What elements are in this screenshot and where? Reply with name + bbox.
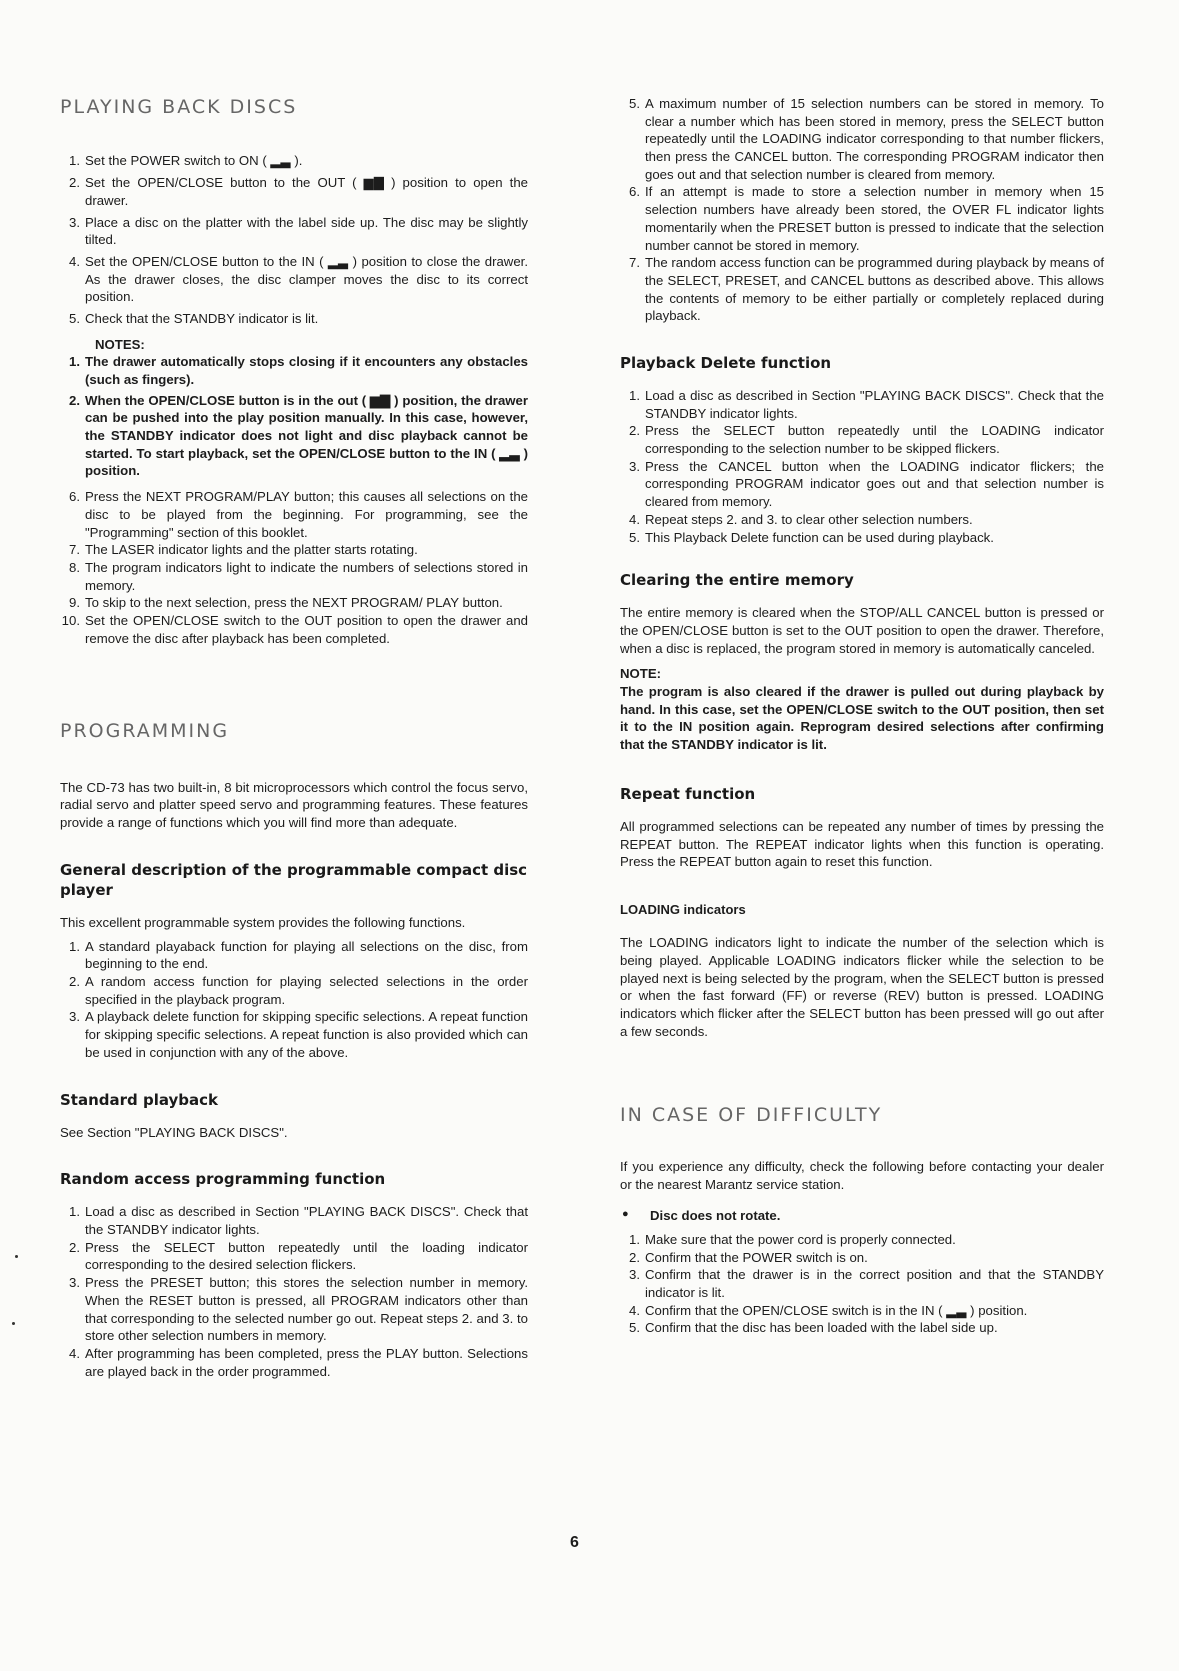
note-label: NOTE: — [620, 666, 662, 682]
list-item: 1 . Make sure that the power cord is properly connected. — [620, 1231, 1104, 1249]
scan-speck — [12, 1322, 15, 1325]
playing-steps-list-2 — [60, 488, 528, 647]
notes-list — [60, 353, 528, 480]
list-item: 2 . A random access function for playing selected selections in the order specified in the playback program. — [60, 973, 528, 1008]
list-item: 4 . Confirm that the OPEN/CLOSE switch is in the IN ( ▂▃ ) position. — [620, 1302, 1104, 1320]
list-item: 1 . The drawer automatically stops closing if it encounters any obstacles (such as fingers). — [60, 353, 528, 388]
repeat-function-text: All programmed selections can be repeated any number of times by pressing the REPEAT button. The REPEAT indicator lights when this function is operating. Press the REPEAT button again to reset this function. — [620, 818, 1104, 870]
programming-title: PROGRAMMING — [60, 720, 230, 743]
difficulty-title: IN CASE OF DIFFICULTY — [620, 1103, 883, 1126]
random-access-title: Random access programming function — [60, 1170, 386, 1189]
repeat-function-title: Repeat function — [620, 784, 756, 803]
list-item: 7 . The random access function can be programmed during playback by means of the SELECT, PRESET, and CANCEL buttons as described above. This allows the contents of memory to be either partially or completely replaced during playback. — [620, 254, 1104, 325]
list-item: 2 . When the OPEN/CLOSE button is in the out ( ▆▇ ) position, the drawer can be pushed into the play position manually. In this case, however, the STANDBY indicator does not light and disc playback cannot be started. To start playback, set the OPEN/CLOSE button to the IN ( ▂▃ ) position. — [60, 392, 528, 480]
list-item: 3 . A playback delete function for skipping specific selections. A repeat function for skipping specific selections. A repeat function is also provided which can be used in conjunction with any of the above. — [60, 1008, 528, 1061]
playing-back-discs-title: PLAYING BACK DISCS — [60, 96, 298, 118]
left-column — [60, 95, 528, 1380]
list-item: 4 . After programming has been completed, press the PLAY button. Selections are played back in the order programmed. — [60, 1345, 528, 1380]
list-item: 5 . Confirm that the disc has been loaded with the label side up. — [620, 1319, 1104, 1337]
list-item: 1 . Set the POWER switch to ON ( ▂▃ ). — [60, 152, 528, 170]
list-item: 6 . If an attempt is made to store a selection number in memory when 15 selection numbers have already been stored, the OVER FL indicator lights momentarily when the PRESET button is pressed to indicate that the selection number cannot be stored in memory. — [620, 183, 1104, 254]
standard-playback-title: Standard playback — [60, 1090, 219, 1109]
difficulty-checklist — [620, 1231, 1104, 1337]
random-access-list — [60, 1203, 528, 1380]
list-item: 3 . Confirm that the drawer is in the correct position and that the STANDBY indicator is lit. — [620, 1266, 1104, 1301]
playing-steps-list — [60, 152, 528, 327]
list-item: 1 . Load a disc as described in Section "PLAYING BACK DISCS". Check that the STANDBY indicator lights. — [620, 387, 1104, 422]
general-intro: This excellent programmable system provides the following functions. — [60, 915, 466, 931]
scan-speck — [15, 1255, 18, 1258]
list-item: 8 . The program indicators light to indicate the numbers of selections stored in memory. — [60, 559, 528, 594]
list-item: 2 . Confirm that the POWER switch is on. — [620, 1249, 1104, 1267]
list-item: 5 . This Playback Delete function can be used during playback. — [620, 529, 1104, 547]
list-item: 2 . Press the SELECT button repeatedly until the loading indicator corresponding to the desired selection flickers. — [60, 1239, 528, 1274]
loading-indicators-text: The LOADING indicators light to indicate the number of the selection which is being played. Applicable LOADING indicators flicker while the selection to be played next is being selected by the program, when the SELECT button is pressed or when the fast forward (FF) or reverse (REV) button is pressed. LOADING indicators which flicker after the SELECT button has been pressed will go out after a few seconds. — [620, 935, 1104, 1039]
programming-intro: The CD-73 has two built-in, 8 bit microprocessors which control the focus servo, radial servo and platter speed servo and programming features. These features provide a range of functions which you will find more than adequate. — [60, 779, 528, 831]
general-functions-list — [60, 938, 528, 1062]
list-item: 2 . Press the SELECT button repeatedly until the LOADING indicator corresponding to the selection number to be skipped flickers. — [620, 422, 1104, 457]
notes-label: NOTES: — [95, 336, 145, 352]
note-text: The program is also cleared if the drawer is pulled out during playback by hand. In this case, set the OPEN/CLOSE switch to the OUT position, then set it to the IN position again. Reprogram desired selections after confirming that the STANDBY indicator is lit. — [620, 684, 1104, 753]
list-item: 5 . Check that the STANDBY indicator is lit. — [60, 310, 528, 328]
difficulty-intro: If you experience any difficulty, check the following before contacting your dealer or the nearest Marantz service station. — [620, 1158, 1104, 1192]
loading-indicators-title: LOADING indicators — [620, 901, 746, 917]
random-access-list-continued — [620, 95, 1104, 325]
clearing-memory-text: The entire memory is cleared when the STOP/ALL CANCEL button is pressed or the OPEN/CLOSE button is set to the OUT position to open the drawer. Therefore, when a disc is replaced, the program stored in memory is automatically canceled. — [620, 605, 1104, 656]
list-item: 1 . A standard playaback function for playing all selections on the disc, from beginning to the end. — [60, 938, 528, 973]
standard-playback-text: See Section "PLAYING BACK DISCS". — [60, 1124, 288, 1140]
playback-delete-list — [620, 387, 1104, 546]
right-column — [620, 95, 1104, 1337]
list-item: 1 . Load a disc as described in Section "PLAYING BACK DISCS". Check that the STANDBY indicator lights. — [60, 1203, 528, 1238]
list-item: 7 . The LASER indicator lights and the platter starts rotating. — [60, 541, 528, 559]
list-item: 2 . Set the OPEN/CLOSE button to the OUT ( ▆▇ ) position to open the drawer. — [60, 174, 528, 209]
list-item: 4 . Set the OPEN/CLOSE button to the IN ( ▂▃ ) position to close the drawer. As the drawer closes, the disc clamper moves the disc to its correct position. — [60, 253, 528, 306]
list-item: 3 . Press the CANCEL button when the LOADING indicator flickers; the corresponding PROGRAM indicator goes out and that selection number is cleared from memory. — [620, 458, 1104, 511]
list-item: 4 . Repeat steps 2. and 3. to clear other selection numbers. — [620, 511, 1104, 529]
list-item: 9 . To skip to the next selection, press the NEXT PROGRAM/ PLAY button. — [60, 594, 528, 612]
general-description-title: General description of the programmable compact disc player — [60, 860, 528, 899]
playback-delete-title: Playback Delete function — [620, 353, 832, 372]
list-item: 3 . Place a disc on the platter with the label side up. The disc may be slightly tilted. — [60, 214, 528, 249]
page-number: 6 — [570, 1534, 579, 1551]
list-item: 3 . Press the PRESET button; this stores the selection number in memory. When the RESET button is pressed, all PROGRAM indicators other than that corresponding to the selected number go out. Repeat steps 2. and 3. to store other selection numbers in memory. — [60, 1274, 528, 1345]
list-item: 5 . A maximum number of 15 selection numbers can be stored in memory. To clear a number which has been stored in memory, press the SELECT button repeatedly until the LOADING indicator corresponding to that number flickers, then press the CANCEL button. The corresponding PROGRAM indicator then goes out and that selection number is cleared from memory. — [620, 95, 1104, 183]
clearing-memory-title: Clearing the entire memory — [620, 571, 854, 590]
disc-not-rotate-bullet: ● Disc does not rotate. — [620, 1207, 1104, 1225]
list-item: 6 . Press the NEXT PROGRAM/PLAY button; this causes all selections on the disc to be played from the beginning. For programming, see the "Programming" section of this booklet. — [60, 488, 528, 541]
list-item: 10 . Set the OPEN/CLOSE switch to the OUT position to open the drawer and remove the disc after playback has been completed. — [60, 612, 528, 647]
